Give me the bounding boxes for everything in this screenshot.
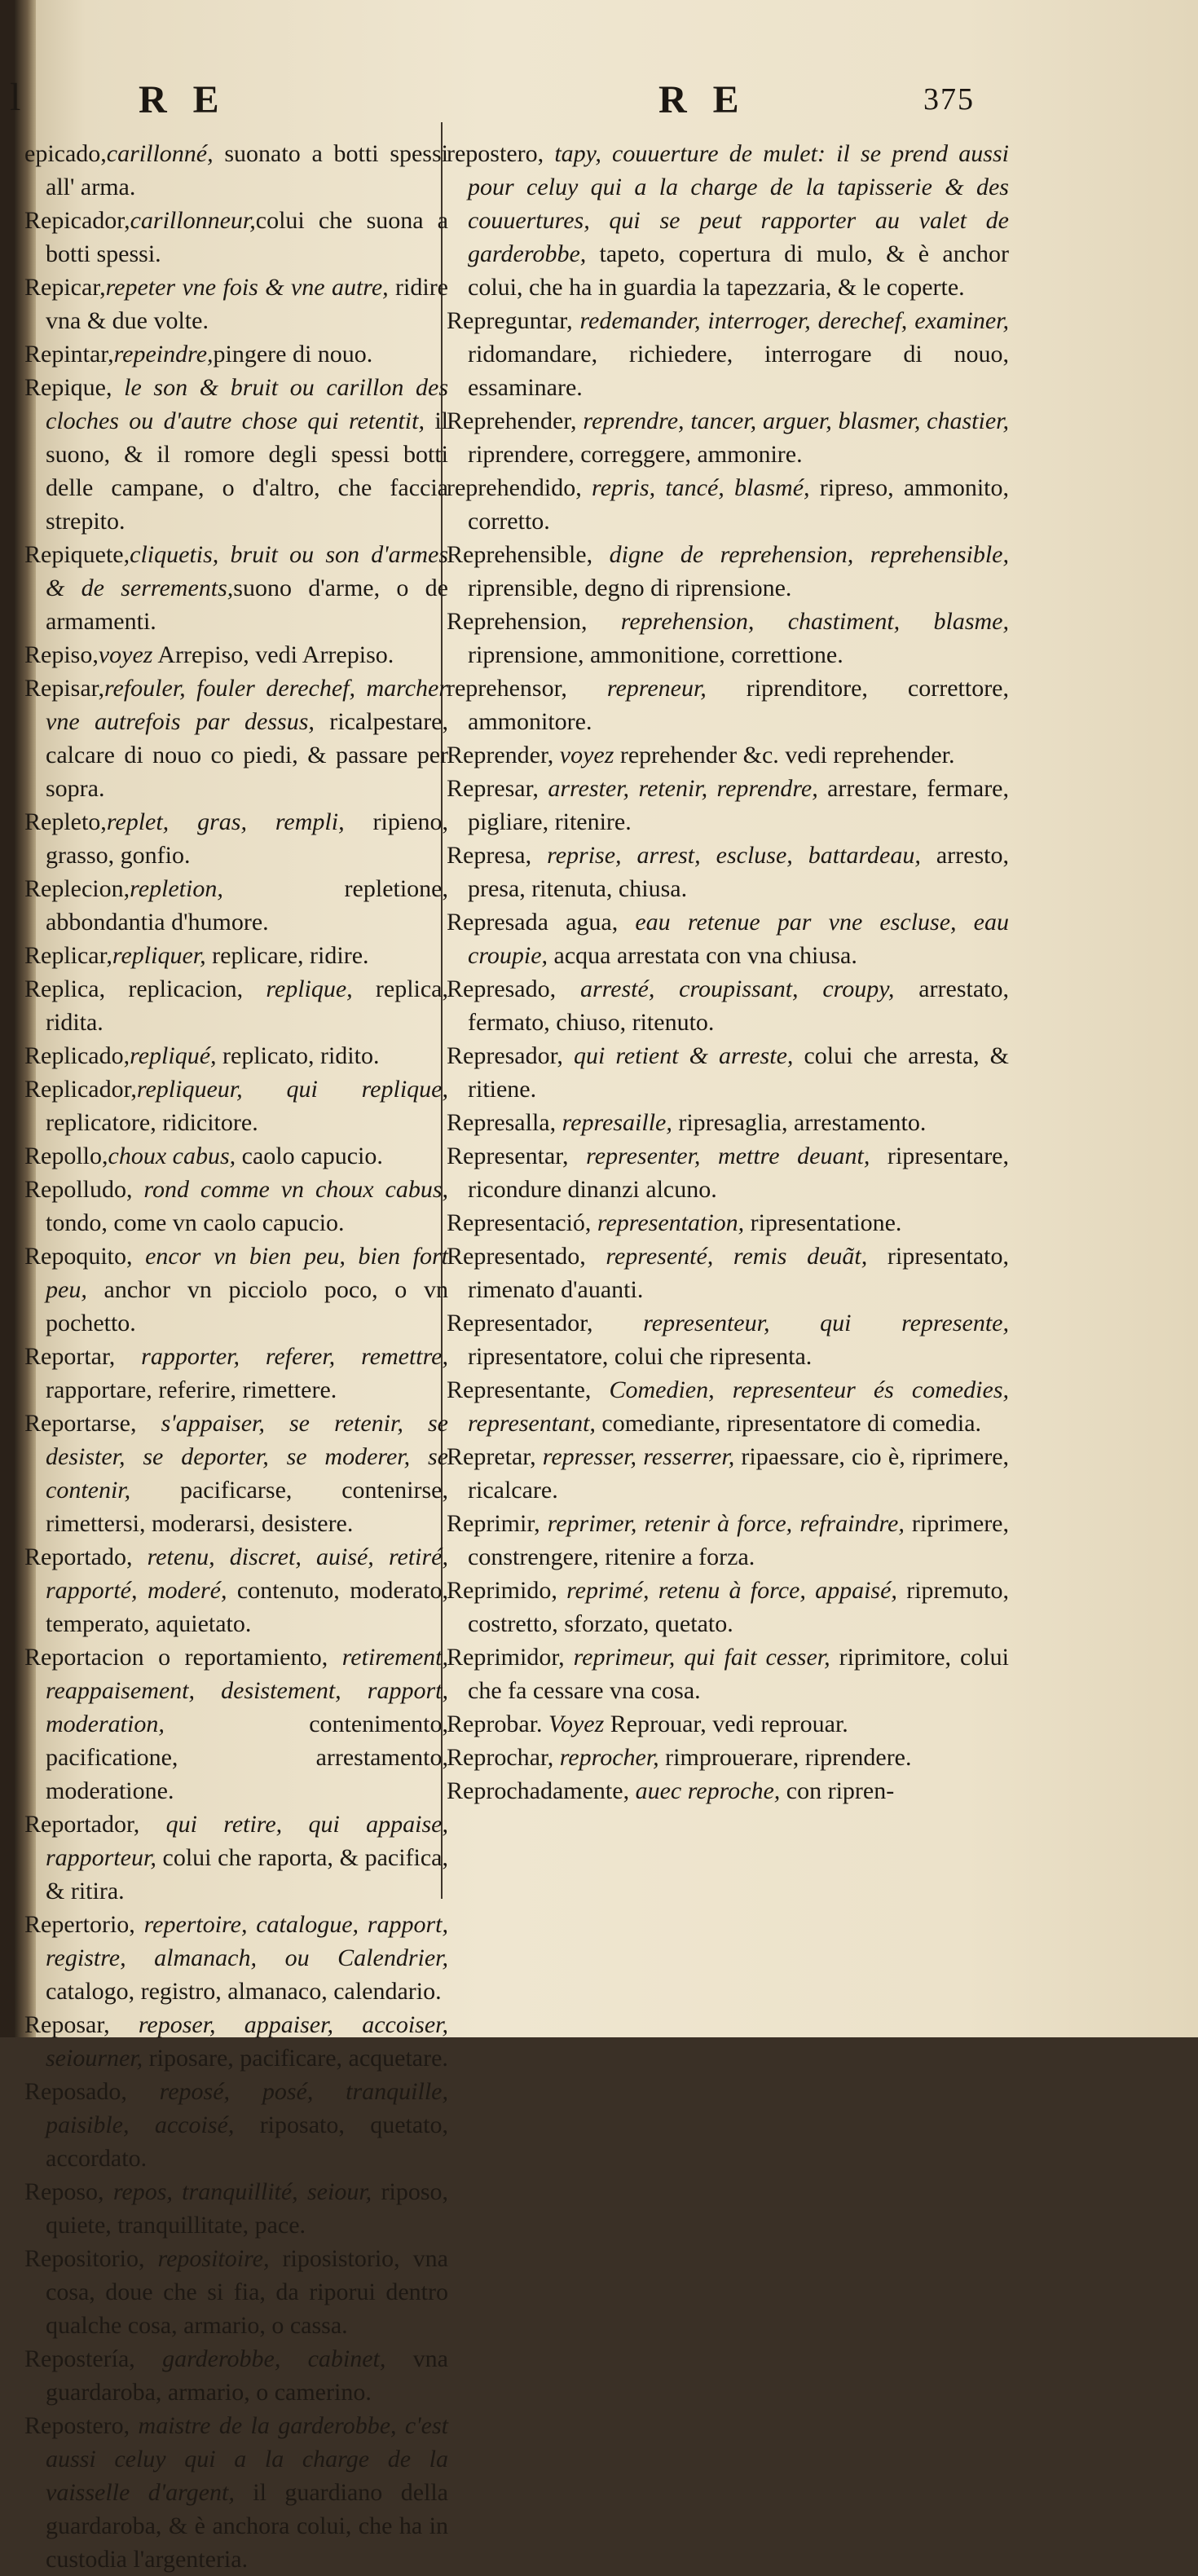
entry-italian: arrestare, fermare, pigliare, ritenire. <box>468 775 1009 835</box>
entry-headword: Repleto, <box>24 808 107 835</box>
book-page <box>10 0 1198 2573</box>
entry-headword: Reprehension, <box>447 608 588 635</box>
entry-french: reprimé, retenu à force, appaisé, <box>557 1577 897 1604</box>
entry-headword: reprehendido, <box>447 474 582 501</box>
dictionary-entry <box>24 1908 448 2008</box>
entry-headword: Repolludo, <box>24 1176 133 1203</box>
entry-french: repliqueur, qui replique, <box>136 1076 448 1103</box>
entry-headword: Repretar, <box>447 1443 536 1470</box>
dictionary-entry <box>24 538 448 638</box>
entry-italian: riprensione, ammonitione, correttione. <box>468 641 843 668</box>
entry-headword: Replicador, <box>24 1076 137 1103</box>
dictionary-entry <box>447 1707 1009 1741</box>
entry-headword: Reprochadamente, <box>447 1777 630 1804</box>
entry-headword: Reportar, <box>24 1343 116 1370</box>
entry-italian: pacificarse, contenirse, rimettersi, moderarsi, desistere. <box>46 1477 448 1537</box>
entry-french: representation, <box>591 1209 745 1236</box>
entry-french: reprise, arrest, escluse, battardeau, <box>531 842 921 869</box>
entry-french: digne de reprehension, reprehensible, <box>592 541 1009 568</box>
entry-french: replique, <box>266 975 353 1002</box>
entry-italian: ripresentatore, colui che ripresenta. <box>468 1343 813 1370</box>
entry-italian: riposo, quiete, tranquillitate, pace. <box>46 2178 449 2239</box>
entry-headword: Reposo, <box>24 2178 104 2205</box>
dictionary-entry <box>24 1640 448 1808</box>
entry-french: repliquer, <box>112 942 206 969</box>
entry-italian: catalogo, registro, almanaco, calendario. <box>46 1978 442 2005</box>
dictionary-entry <box>24 1072 448 1139</box>
dictionary-entry <box>24 972 448 1039</box>
entry-italian: pingere di nouo. <box>213 341 373 368</box>
entry-italian: ripresaglia, arrestamento. <box>672 1109 927 1136</box>
entry-headword: Repertorio, <box>24 1911 135 1938</box>
dictionary-entry <box>447 738 1009 772</box>
entry-french: reprehension, chastiment, blasme, <box>587 608 1009 635</box>
entry-italian: Arrepiso, vedi Arrepiso. <box>152 641 394 668</box>
page-number: 375 <box>923 82 975 117</box>
right-column <box>447 137 1009 1808</box>
entry-italian: riprenditore, correttore, ammonitore. <box>468 675 1009 735</box>
entry-italian: vna guardaroba, armario, o camerino. <box>46 2345 448 2406</box>
entry-french: Voyez <box>542 1711 605 1737</box>
entry-headword: Repicar, <box>24 274 106 301</box>
entry-italian: ridire vna & due volte. <box>46 274 448 334</box>
entry-french: representeur, qui represente, <box>592 1310 1009 1336</box>
entry-french: represaille, <box>556 1109 672 1136</box>
entry-headword: Reprimido, <box>447 1577 557 1604</box>
dictionary-entry <box>447 1139 1009 1206</box>
entry-headword: epicado, <box>24 140 107 167</box>
entry-french: eau retenue par vne escluse, eau croupie, <box>468 909 1009 969</box>
entry-italian: reprehender &c. vedi reprehender. <box>614 742 955 768</box>
entry-french: cliquetis, bruit ou son d'armes & de serrements, <box>46 541 448 601</box>
dictionary-entry <box>447 1440 1009 1507</box>
entry-headword: Represada agua, <box>447 909 619 936</box>
entry-italian: arresto, presa, ritenuta, chiusa. <box>468 842 1009 902</box>
entry-headword: Reprehender, <box>447 407 577 434</box>
dictionary-entry <box>24 337 448 371</box>
dictionary-entry <box>24 1540 448 1640</box>
entry-headword: Represado, <box>447 975 557 1002</box>
entry-headword: Reprochar, <box>447 1744 554 1771</box>
dictionary-entry <box>447 605 1009 672</box>
dictionary-entry <box>447 1039 1009 1106</box>
entry-headword: Repicador, <box>24 207 130 234</box>
entry-headword: Repostería, <box>24 2345 135 2372</box>
dictionary-entry <box>24 2342 448 2409</box>
entry-french: Comedien, representeur és comedies, representant, <box>468 1376 1009 1437</box>
entry-italian: tapeto, copertura di mulo, & è anchor colui, che ha in guardia la tapezzaria, & le coperte. <box>468 240 1009 301</box>
entry-french: reposer, appaiser, accoiser, seiourner, <box>46 2011 448 2072</box>
entry-french: voyez <box>553 742 614 768</box>
entry-italian: replicacion, <box>105 975 266 1002</box>
entry-french: carillonneur, <box>130 207 256 234</box>
entry-italian: o reportamiento, <box>143 1644 342 1671</box>
dictionary-entry <box>447 839 1009 905</box>
entry-headword: Representante, <box>447 1376 592 1403</box>
entry-french: reposé, posé, tranquille, paisible, accoisé, <box>46 2078 448 2138</box>
entry-french: s'appaiser, se retenir, se desister, se deporter, se moderer, se contenir, <box>46 1410 448 1504</box>
entry-headword: Reportador, <box>24 1811 140 1838</box>
entry-italian: replicato, ridito. <box>216 1042 380 1069</box>
entry-french: repertoire, catalogue, rapport, registre, almanach, ou Calendrier, <box>46 1911 448 1971</box>
dictionary-entry <box>447 1507 1009 1574</box>
entry-headword: Reportarse, <box>24 1410 137 1437</box>
entry-headword: Representado, <box>447 1243 586 1270</box>
left-page-mark: l <box>10 76 21 119</box>
entry-french: retirement, reappaisement, desistement, rapport, moderation, <box>46 1644 448 1737</box>
entry-french: arresté, croupissant, croupy, <box>556 975 895 1002</box>
entry-italian: ripresentato, rimenato d'auanti. <box>468 1243 1009 1303</box>
entry-french: repris, tancé, blasmé, <box>581 474 810 501</box>
entry-french: repliqué, <box>130 1042 217 1069</box>
entry-italian: riprendere, correggere, ammonire. <box>468 441 803 468</box>
entry-french: carillonné, <box>106 140 214 167</box>
left-running-head: R E <box>139 78 227 121</box>
entry-italian: arrestato, fermato, chiuso, ritenuto. <box>468 975 1009 1036</box>
entry-french: repeter vne fois & vne autre, <box>105 274 389 301</box>
dictionary-entry <box>24 805 448 872</box>
entry-french: rond comme vn choux cabus, <box>132 1176 448 1203</box>
left-column <box>24 137 448 2576</box>
dictionary-entry <box>24 137 448 204</box>
dictionary-entry <box>24 1340 448 1407</box>
dictionary-entry <box>447 772 1009 839</box>
dictionary-entry <box>447 404 1009 471</box>
entry-headword: Repreguntar, <box>447 307 573 334</box>
entry-french: qui retire, qui appaise, rapporteur, <box>46 1811 448 1871</box>
entry-headword: repostero, <box>447 140 544 167</box>
dictionary-entry <box>447 1306 1009 1373</box>
dictionary-entry <box>447 137 1009 304</box>
entry-french: replet, gras, rempli, <box>106 808 345 835</box>
entry-italian: suono d'arme, o de armamenti. <box>46 575 448 635</box>
entry-french: reprimer, retenir à force, refraindre, <box>540 1510 905 1537</box>
entry-italian: riprimere, constrengere, ritenire a forza. <box>468 1510 1009 1570</box>
entry-italian: suonato a botti spessi all' arma. <box>46 140 448 200</box>
entry-french: reprocher, <box>553 1744 659 1771</box>
entry-headword: Represar, <box>447 775 539 802</box>
entry-french: le son & bruit ou carillon des cloches ou d'autre chose qui retentit, <box>46 374 448 434</box>
entry-italian: riprimitore, colui che fa cessare vna cosa. <box>468 1644 1009 1704</box>
entry-italian: il suono, & il romore degli spessi botti delle campane, o d'altro, che faccia strepito. <box>46 407 448 535</box>
entry-french: maistre de la garderobbe, c'est aussi celuy qui a la charge de la vaisselle d'argent, <box>46 2412 448 2506</box>
dictionary-entry <box>447 905 1009 972</box>
entry-headword: Replecion, <box>24 875 130 902</box>
entry-italian: con ripren- <box>780 1777 895 1804</box>
entry-french: representé, remis deuãt, <box>585 1243 868 1270</box>
dictionary-entry <box>24 1139 448 1173</box>
dictionary-entry <box>24 672 448 805</box>
dictionary-entry <box>24 2175 448 2242</box>
entry-french: arrester, retenir, reprendre, <box>538 775 818 802</box>
entry-italian: riprensible, degno di riprensione. <box>468 575 792 601</box>
dictionary-entry <box>447 538 1009 605</box>
dictionary-entry <box>447 972 1009 1039</box>
entry-headword: Represador, <box>447 1042 563 1069</box>
dictionary-entry <box>24 1808 448 1908</box>
dictionary-entry <box>24 271 448 337</box>
entry-italian: replica, ridita. <box>46 975 448 1036</box>
entry-headword: Replicado, <box>24 1042 130 1069</box>
dictionary-entry <box>24 2008 448 2075</box>
entry-italian: riposare, pacificare, acquetare. <box>143 2045 448 2072</box>
entry-italian: contenimento, pacificatione, arrestamento, moderatione. <box>46 1711 448 1804</box>
entry-headword: Repostero, <box>24 2412 130 2439</box>
entry-french: repositoire, <box>144 2245 270 2272</box>
entry-french: reprimeur, qui fait cesser, <box>564 1644 830 1671</box>
entry-headword: Repisar, <box>24 675 104 702</box>
entry-italian: colui che arresta, & ritiene. <box>468 1042 1009 1103</box>
entry-french: redemander, interroger, derechef, examiner, <box>572 307 1009 334</box>
entry-italian: rapportare, referire, rimettere. <box>46 1376 337 1403</box>
entry-headword: Represalla, <box>447 1109 557 1136</box>
entry-french: refouler, fouler derechef, marcher vne autrefois par dessus, <box>46 675 448 735</box>
entry-french: represser, resserrer, <box>535 1443 735 1470</box>
entry-italian: ripaessare, cio è, riprimere, ricalcare. <box>468 1443 1010 1504</box>
dictionary-entry <box>24 939 448 972</box>
entry-headword: Reposar, <box>24 2011 110 2038</box>
entry-italian: ricalpestare, calcare di nouo co piedi, & passare per sopra. <box>46 708 448 802</box>
dictionary-entry <box>447 1206 1009 1240</box>
dictionary-entry <box>447 1240 1009 1306</box>
entry-headword: Replica, <box>24 975 106 1002</box>
entry-headword: Representar, <box>447 1143 569 1169</box>
entry-headword: Repique, <box>24 374 112 401</box>
dictionary-entry <box>24 872 448 939</box>
entry-italian: ripresentatione. <box>744 1209 902 1236</box>
entry-french: garderobbe, cabinet, <box>134 2345 386 2372</box>
entry-italian: rimprouerare, riprendere. <box>658 1744 912 1771</box>
entry-headword: Repintar, <box>24 341 114 368</box>
entry-italian: acqua arrestata con vna chiusa. <box>548 942 857 969</box>
dictionary-entry <box>24 2409 448 2576</box>
entry-italian: repletione, abbondantia d'humore. <box>46 875 448 936</box>
entry-italian: Reprouar, vedi reprouar. <box>604 1711 848 1737</box>
entry-headword: Reportacion <box>24 1644 144 1671</box>
entry-italian: ripresentare, ricondure dinanzi alcuno. <box>468 1143 1009 1203</box>
entry-french: voyez <box>98 641 153 668</box>
dictionary-entry <box>24 1173 448 1240</box>
entry-italian: replicare, ridire. <box>205 942 369 969</box>
dictionary-entry <box>447 672 1009 738</box>
entry-italian: colui che suona a botti spessi. <box>46 207 448 267</box>
dictionary-entry <box>24 638 448 672</box>
entry-french: repreneur, <box>566 675 707 702</box>
entry-headword: Repiso, <box>24 641 99 668</box>
entry-headword: Reprender, <box>447 742 554 768</box>
entry-italian: anchor vn picciolo poco, o vn pochetto. <box>46 1276 448 1336</box>
entry-headword: Reportado, <box>24 1543 133 1570</box>
dictionary-entry <box>447 1106 1009 1139</box>
entry-headword: Reprimidor, <box>447 1644 565 1671</box>
entry-headword: Reprehensible, <box>447 541 593 568</box>
entry-headword: reprehensor, <box>447 675 567 702</box>
entry-italian: tondo, come vn caolo capucio. <box>46 1209 345 1236</box>
dictionary-entry <box>24 371 448 538</box>
entry-italian: replicatore, ridicitore. <box>46 1109 258 1136</box>
dictionary-entry <box>24 204 448 271</box>
entry-italian: il guardiano della guardaroba, & è anchora colui, che ha in custodia l'argenteria. <box>46 2479 448 2573</box>
book-edge <box>0 0 15 2037</box>
dictionary-entry <box>447 304 1009 404</box>
entry-italian: riposato, quetato, accordato. <box>46 2111 449 2172</box>
entry-headword: Repiquete, <box>24 541 130 568</box>
entry-headword: Repositorio, <box>24 2245 145 2272</box>
entry-french: repeindre, <box>113 341 214 368</box>
dictionary-entry <box>447 1640 1009 1707</box>
dictionary-entry <box>24 2242 448 2342</box>
entry-headword: Repollo, <box>24 1143 108 1169</box>
dictionary-entry <box>24 1240 448 1340</box>
entry-italian: riposistorio, vna cosa, doue che si fia, da riporui dentro qualche cosa, armario, o cassa. <box>46 2245 448 2339</box>
entry-french: encor vn bien peu, bien fort peu, <box>46 1243 448 1303</box>
dictionary-entry <box>447 1741 1009 1774</box>
dictionary-entry <box>447 1373 1009 1440</box>
entry-headword: Reposado, <box>24 2078 127 2105</box>
dictionary-entry <box>447 471 1009 538</box>
entry-headword: Reprimir, <box>447 1510 540 1537</box>
entry-headword: Repoquito, <box>24 1243 133 1270</box>
entry-french: repletion, <box>130 875 223 902</box>
entry-headword: Representador, <box>447 1310 593 1336</box>
entry-italian: caolo capucio. <box>236 1143 383 1169</box>
entry-french: repos, tranquillité, seiour, <box>104 2178 372 2205</box>
dictionary-entry <box>24 1407 448 1540</box>
entry-french: tapy, couuerture de mulet: il se prend aussi pour celuy qui a la charge de la tapisserie & des couuertures, qui se peut rapporter au valet de garderobbe, <box>468 140 1009 267</box>
entry-french: choux cabus, <box>108 1143 236 1169</box>
entry-french: representer, mettre deuant, <box>568 1143 870 1169</box>
entry-headword: Replicar, <box>24 942 112 969</box>
dictionary-entry <box>24 2075 448 2175</box>
entry-headword: Representació, <box>447 1209 592 1236</box>
entry-italian: ripieno, grasso, gonfio. <box>46 808 448 869</box>
entry-french: reprendre, tancer, arguer, blasmer, chastier, <box>576 407 1009 434</box>
entry-french: retenu, discret, auisé, retiré, rapporté, moderé, <box>46 1543 448 1604</box>
entry-headword: Represa, <box>447 842 532 869</box>
dictionary-entry <box>447 1574 1009 1640</box>
entry-italian: colui che raporta, & pacifica, & ritira. <box>46 1844 448 1904</box>
entry-french: auec reproche, <box>629 1777 781 1804</box>
entry-french: rapporter, referer, remettre, <box>115 1343 448 1370</box>
entry-italian: contenuto, moderato, temperato, aquietato. <box>46 1577 448 1637</box>
dictionary-entry <box>447 1774 1009 1808</box>
entry-italian: ripreso, ammonito, corretto. <box>468 474 1009 535</box>
entry-french: qui retient & arreste, <box>562 1042 794 1069</box>
right-running-head: R E <box>658 78 747 121</box>
entry-italian: comediante, ripresentatore di comedia. <box>595 1410 982 1437</box>
entry-headword: Reprobar. <box>447 1711 543 1737</box>
entry-italian: ridomandare, richiedere, interrogare di nouo, essaminare. <box>468 341 1009 401</box>
dictionary-entry <box>24 1039 448 1072</box>
entry-italian: ripremuto, costretto, sforzato, quetato. <box>468 1577 1009 1637</box>
